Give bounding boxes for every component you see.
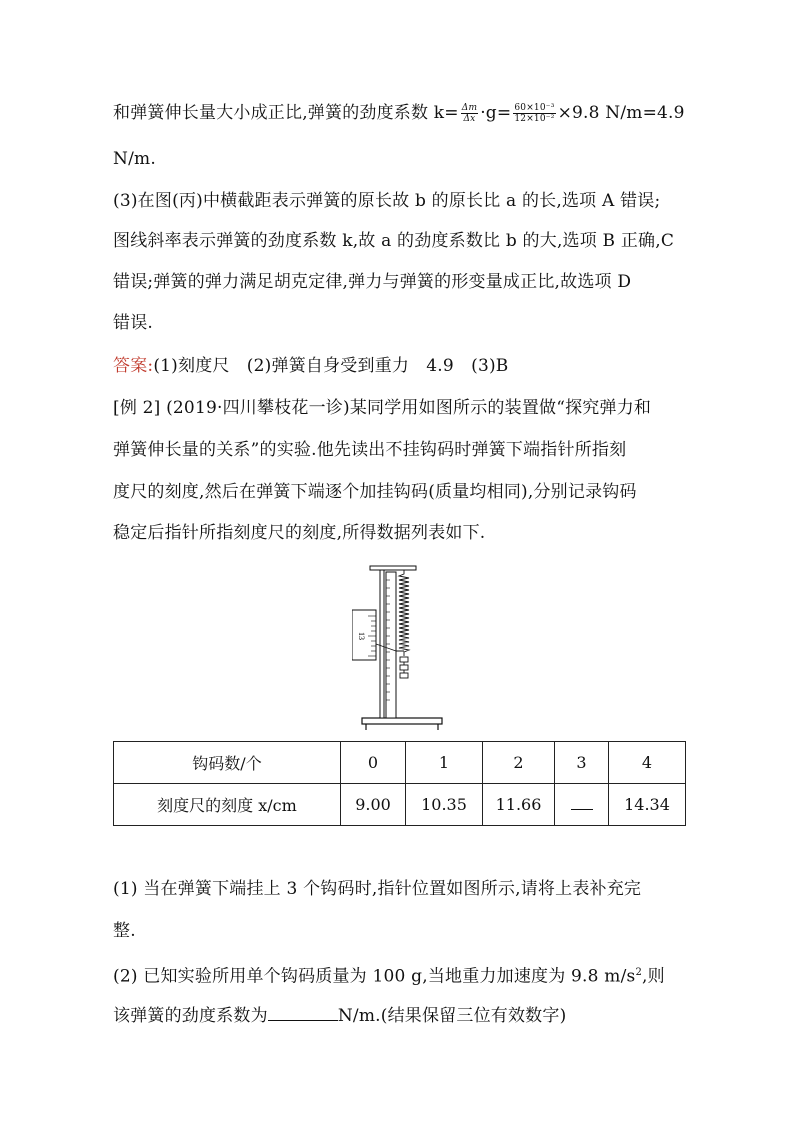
text: 该弹簧的劲度系数为	[113, 1006, 268, 1026]
scale-reading-label: 13	[357, 632, 366, 640]
fraction-denominator: Δx	[463, 114, 476, 124]
answer-text: (1)刻度尺 (2)弹簧自身受到重力 4.9 (3)B	[153, 356, 509, 376]
solution-line-1	[113, 101, 685, 125]
superscript: 2	[635, 967, 643, 978]
table-header-cell: 刻度尺的刻度 x/cm	[114, 784, 341, 826]
fraction-dm-dx	[461, 103, 478, 124]
answer-label: 答案:	[113, 356, 154, 376]
question-2-line-1	[113, 961, 665, 989]
fraction-numerator: 60×10⁻³	[514, 103, 555, 113]
example-line-4: 稳定后指针所指刻度尺的刻度,所得数据列表如下.	[113, 523, 486, 543]
solution-line-5: 错误;弹簧的弹力满足胡克定律,弹力与弹簧的形变量成正比,故选项 D	[113, 272, 632, 292]
example-line-3: 度尺的刻度,然后在弹簧下端逐个加挂钩码(质量均相同),分别记录钩码	[113, 482, 637, 502]
fraction-numerator: Δm	[461, 103, 478, 113]
table-header-cell: 钩码数/个	[114, 742, 341, 784]
table-row	[114, 784, 686, 826]
table-cell: 0	[341, 742, 406, 784]
data-table	[113, 741, 686, 826]
answer-blank[interactable]	[268, 1002, 338, 1021]
text: 和弹簧伸长量大小成正比,弹簧的劲度系数 k=	[113, 103, 459, 123]
table-cell: 3	[555, 742, 609, 784]
example-line-2: 弹簧伸长量的关系”的实验.他先读出不挂钩码时弹簧下端指针所指刻	[113, 440, 627, 460]
fraction-denominator: 12×10⁻²	[514, 114, 555, 124]
spring-apparatus-figure	[352, 560, 452, 735]
table-cell: 11.66	[483, 784, 555, 826]
text: ,则	[642, 966, 665, 987]
solution-line-2: N/m.	[113, 149, 156, 169]
question-1-line-2: 整.	[113, 921, 136, 941]
table-cell: 14.34	[609, 784, 686, 826]
table-cell: 2	[483, 742, 555, 784]
table-cell: 10.35	[406, 784, 483, 826]
table-row	[114, 742, 686, 784]
text: N/m.(结果保留三位有效数字)	[337, 1006, 567, 1026]
table-cell: 4	[609, 742, 686, 784]
answer-line	[113, 354, 509, 378]
table-cell-blank[interactable]	[555, 784, 609, 826]
text: ·g=	[480, 103, 512, 123]
question-1-line-1: (1) 当在弹簧下端挂上 3 个钩码时,指针位置如图所示,请将上表补充完	[113, 879, 642, 899]
table-cell: 1	[406, 742, 483, 784]
text: (2) 已知实验所用单个钩码质量为 100 g,当地重力加速度为 9.8 m/s	[113, 966, 636, 987]
fraction-values	[513, 103, 555, 124]
text: ×9.8 N/m=4.9	[557, 103, 685, 123]
solution-line-3: (3)在图(丙)中横截距表示弹簧的原长故 b 的原长比 a 的长,选项 A 错误;	[113, 191, 661, 211]
table-cell: 9.00	[341, 784, 406, 826]
solution-line-4: 图线斜率表示弹簧的劲度系数 k,故 a 的劲度系数比 b 的大,选项 B 正确,C	[113, 231, 675, 251]
solution-line-6: 错误.	[113, 313, 154, 333]
example-line-1: [例 2] (2019·四川攀枝花一诊)某同学用如图所示的装置做“探究弹力和	[113, 398, 652, 418]
answer-blank[interactable]	[571, 795, 593, 810]
question-2-line-2	[113, 1002, 566, 1028]
